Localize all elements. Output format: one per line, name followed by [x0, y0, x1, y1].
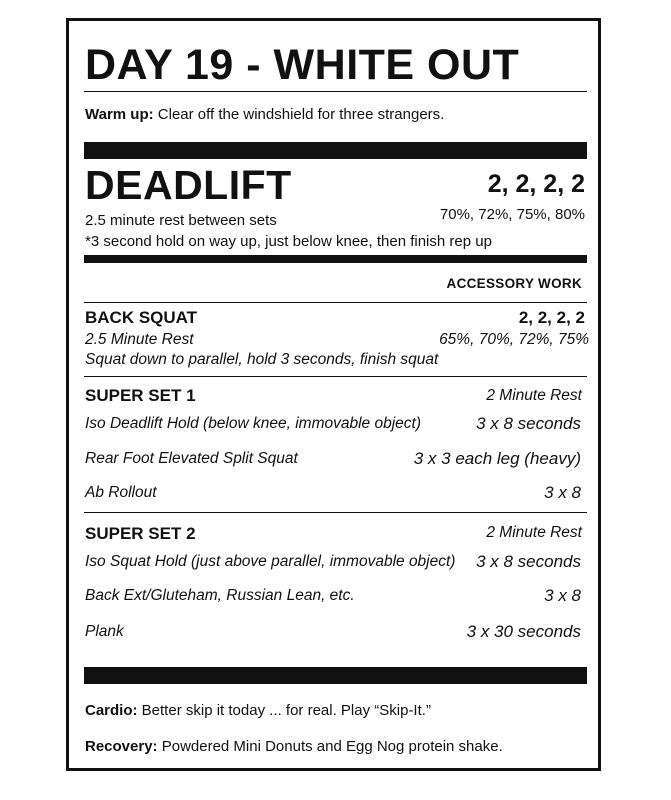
back-squat-name: BACK SQUAT: [85, 308, 198, 327]
recovery-line: [85, 738, 503, 755]
back-squat-percentages: 65%, 70%, 72%, 75%: [439, 331, 589, 348]
section-bar-bottom: [84, 667, 587, 684]
accessory-heading: ACCESSORY WORK: [446, 276, 582, 291]
main-lift-rest: 2.5 minute rest between sets: [85, 212, 277, 229]
super-set-2-rest: 2 Minute Rest: [486, 524, 582, 541]
accessory-divider: [84, 302, 587, 303]
warmup-text: Clear off the windshield for three strangers.: [157, 106, 445, 123]
back-squat-rest: 2.5 Minute Rest: [85, 331, 194, 348]
super-set-1-rest: 2 Minute Rest: [486, 387, 582, 404]
super-set-1-name: SUPER SET 1: [85, 386, 196, 405]
super-set-2-name: SUPER SET 2: [85, 524, 196, 543]
main-lift-percentages: 70%, 72%, 75%, 80%: [439, 206, 585, 223]
super-set-2-divider: [84, 512, 587, 513]
super-set-1-exercise-name: Ab Rollout: [85, 484, 157, 501]
main-lift-note: *3 second hold on way up, just below knee, then finish rep up: [85, 233, 492, 250]
super-set-2-exercise-sets: 3 x 8: [544, 586, 581, 605]
super-set-1-exercise-sets: 3 x 8: [544, 483, 581, 502]
recovery-text: Powdered Mini Donuts and Egg Nog protein shake.: [161, 738, 503, 755]
back-squat-note: Squat down to parallel, hold 3 seconds, finish squat: [85, 351, 439, 368]
super-set-2-exercise-name: Back Ext/Gluteham, Russian Lean, etc.: [85, 587, 355, 604]
super-set-2-exercise-name: Plank: [85, 623, 124, 640]
main-lift-reps: 2, 2, 2, 2: [487, 170, 585, 198]
warmup-line: [85, 106, 444, 123]
super-set-2-exercise-sets: 3 x 8 seconds: [476, 552, 581, 571]
recovery-label: Recovery:: [85, 738, 158, 755]
super-set-1-divider: [84, 376, 587, 377]
back-squat-reps: 2, 2, 2, 2: [518, 308, 585, 327]
super-set-1-exercise-sets: 3 x 8 seconds: [476, 414, 581, 433]
main-lift-name: DEADLIFT: [85, 162, 292, 208]
super-set-2-exercise-name: Iso Squat Hold (just above parallel, immovable object): [85, 553, 456, 570]
page-title: DAY 19 - WHITE OUT: [85, 41, 520, 89]
section-bar-mid: [84, 255, 587, 263]
warmup-label: Warm up:: [85, 106, 154, 123]
workout-card: [66, 18, 601, 771]
super-set-1-exercise-name: Rear Foot Elevated Split Squat: [85, 450, 298, 467]
title-divider: [84, 91, 587, 92]
super-set-2-exercise-sets: 3 x 30 seconds: [466, 622, 581, 641]
cardio-line: [85, 702, 431, 719]
cardio-text: Better skip it today ... for real. Play “Skip-It.”: [141, 702, 431, 719]
cardio-label: Cardio:: [85, 702, 138, 719]
section-bar-top: [84, 142, 587, 159]
super-set-1-exercise-name: Iso Deadlift Hold (below knee, immovable object): [85, 415, 421, 432]
super-set-1-exercise-sets: 3 x 3 each leg (heavy): [413, 449, 581, 468]
